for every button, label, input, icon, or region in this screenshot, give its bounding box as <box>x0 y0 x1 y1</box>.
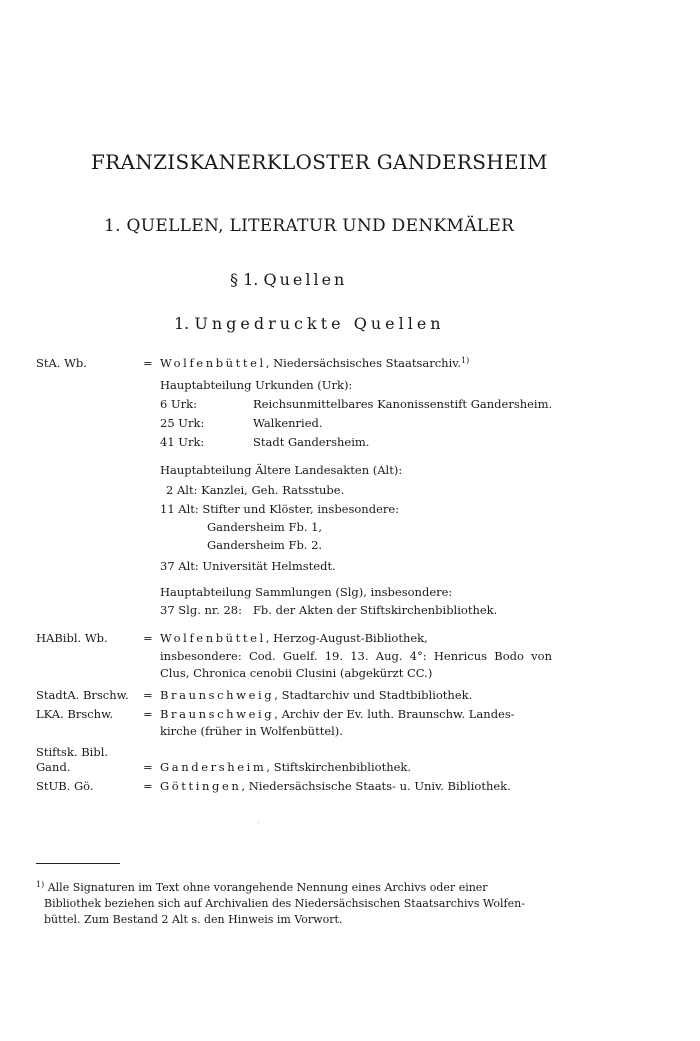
hab-line-3: Clus, Chronica cenobii Clusini (abgekürzt CC.) <box>160 666 433 680</box>
footnote-line-2: Bibliothek beziehen sich auf Archivalien des Niedersächsischen Staatsarchivs Wolfen- <box>44 897 525 910</box>
subsection-heading <box>174 314 445 333</box>
place-name: Braunschweig <box>160 688 275 702</box>
chapter-heading: 1. QUELLEN, LITERATUR UND DENKMÄLER <box>104 216 515 236</box>
archive-entry-stub <box>160 778 511 795</box>
equals-sign: = <box>143 707 153 721</box>
archive-description: , Stadtarchiv und Stadtbibliothek. <box>274 688 473 702</box>
footnote-text-1: Alle Signaturen im Text ohne vorangehende Nennung eines Archivs oder einer <box>44 881 488 894</box>
urk-sig-2: 41 Urk: <box>160 435 205 449</box>
sammlungen-heading: Hauptabteilung Sammlungen (Slg), insbesondere: <box>160 585 453 599</box>
place-name: Gandersheim <box>160 760 267 774</box>
subsection-number: 1. <box>174 314 190 333</box>
archive-entry-hab <box>160 630 428 647</box>
section-number: § 1. <box>230 270 259 289</box>
archive-label-stiftsk-1: Stiftsk. Bibl. <box>36 745 109 759</box>
slg-28: 37 Slg. nr. 28: Fb. der Akten der Stiftskirchenbibliothek. <box>160 603 498 617</box>
print-speck <box>258 822 259 823</box>
equals-sign: = <box>143 760 153 774</box>
footnote-rule <box>36 863 120 864</box>
footnote-ref: 1) <box>461 356 470 365</box>
archive-label-lka: LKA. Brschw. <box>36 707 114 721</box>
urk-text-2: Stadt Gandersheim. <box>253 435 370 449</box>
archive-entry-lka <box>160 706 515 723</box>
alt-2: 2 Alt: Kanzlei, Geh. Ratsstube. <box>166 483 345 497</box>
equals-sign: = <box>143 688 153 702</box>
archive-description: , Stiftskirchenbibliothek. <box>266 760 412 774</box>
archive-label-stub: StUB. Gö. <box>36 779 94 793</box>
urk-sig-0: 6 Urk: <box>160 397 198 411</box>
archive-entry-stiftsk <box>160 759 411 776</box>
footnote-line-1 <box>36 881 488 894</box>
archive-entry-stadta <box>160 687 472 704</box>
place-name: Wolfenbüttel <box>160 356 266 370</box>
archive-description: , Niedersächsisches Staatsarchiv. <box>265 356 462 370</box>
archive-label-stadta: StadtA. Brschw. <box>36 688 129 702</box>
equals-sign: = <box>143 631 153 645</box>
urk-sig-1: 25 Urk: <box>160 416 205 430</box>
alt-heading: Hauptabteilung Ältere Landesakten (Alt): <box>160 463 403 477</box>
alt-11-item-2: Gandersheim Fb. 2. <box>207 538 323 552</box>
archive-label-stiftsk-2: Gand. <box>36 760 71 774</box>
footnote-line-3: büttel. Zum Bestand 2 Alt s. den Hinweis im Vorwort. <box>44 913 343 926</box>
lka-line-2: kirche (früher in Wolfenbüttel). <box>160 724 343 738</box>
urkunden-heading: Hauptabteilung Urkunden (Urk): <box>160 378 353 392</box>
archive-description: , Archiv der Ev. luth. Braunschw. Landes- <box>274 707 515 721</box>
place-name: Göttingen <box>160 779 242 793</box>
archive-label-sta-wb: StA. Wb. <box>36 356 87 370</box>
hab-line-2: insbesondere: Cod. Guelf. 19. 13. Aug. 4°: Henricus Bodo von <box>160 649 552 663</box>
archive-description: , Herzog-August-Bibliothek, <box>265 631 428 645</box>
archive-entry-sta-wb <box>160 355 469 372</box>
urk-text-0: Reichsunmittelbares Kanonissenstift Gandersheim. <box>253 397 553 411</box>
urk-text-1: Walkenried. <box>253 416 323 430</box>
section-heading <box>230 270 347 289</box>
place-name: Braunschweig <box>160 707 275 721</box>
footnote <box>36 880 556 928</box>
footnote-mark: 1) <box>36 880 45 889</box>
subsection-name: Ungedruckte Quellen <box>194 314 445 333</box>
alt-11: 11 Alt: Stifter und Klöster, insbesondere: <box>160 502 400 516</box>
page-title: FRANZISKANERKLOSTER GANDERSHEIM <box>91 150 548 174</box>
section-name: Quellen <box>263 270 348 289</box>
alt-11-item-1: Gandersheim Fb. 1, <box>207 520 323 534</box>
alt-37: 37 Alt: Universität Helmstedt. <box>160 559 336 573</box>
equals-sign: = <box>143 779 153 793</box>
archive-description: , Niedersächsische Staats- u. Univ. Bibliothek. <box>241 779 511 793</box>
equals-sign: = <box>143 356 153 370</box>
archive-label-hab: HABibl. Wb. <box>36 631 108 645</box>
place-name: Wolfenbüttel <box>160 631 266 645</box>
